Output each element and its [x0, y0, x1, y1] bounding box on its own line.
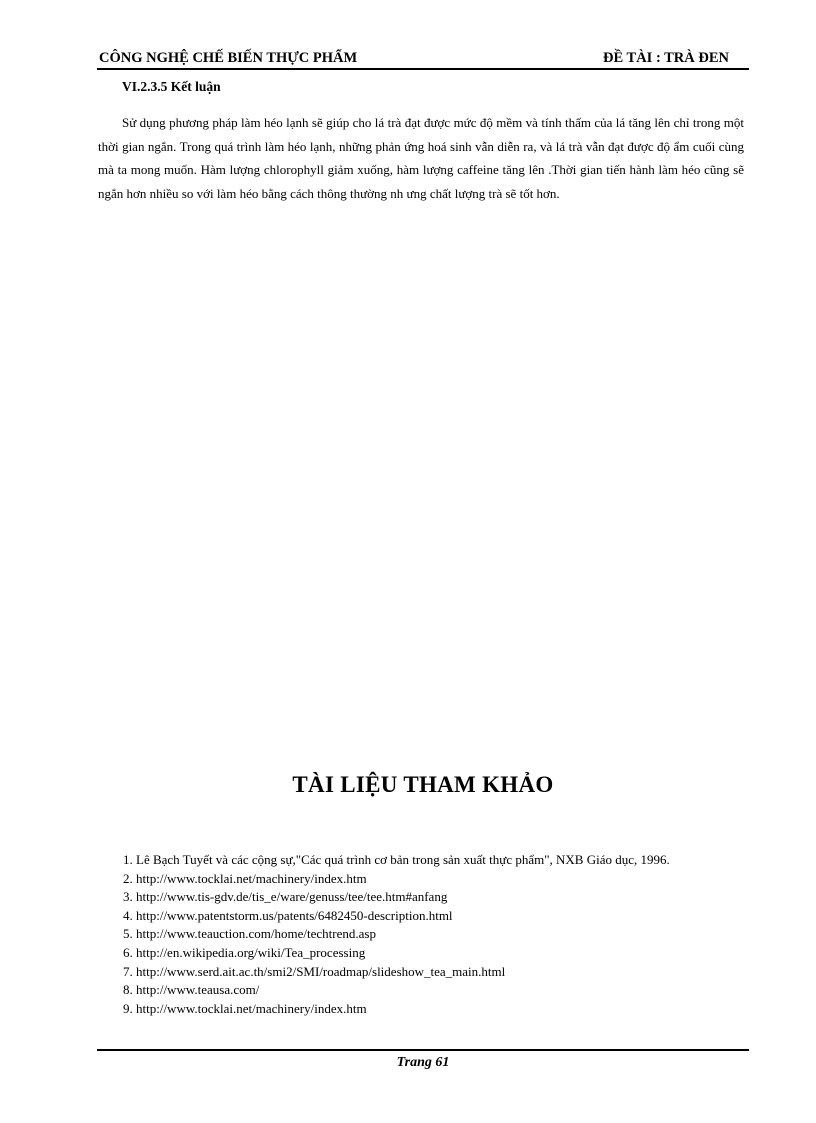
conclusion-paragraph: Sử dụng phương pháp làm héo lạnh sẽ giúp cho lá trà đạt được mức độ mềm và tính thấm của lá tăng lên chỉ trong một thời gian ngắn. Trong quá trình làm héo lạnh, những phản ứng hoá sinh vẫn diễn ra, và lá trà vẫn đạt được độ ẩm cuối cùng mà ta mong muốn. Hàm lượng chlorophyll giảm xuống, hàm lượng caffeine tăng lên .Thời gian tiến hành làm héo cũng sẽ ngắn hơn nhiều so với làm héo bằng cách thông thường nh ưng chất lượng trà sẽ tốt hơn. [98, 115, 744, 201]
header-course-title: CÔNG NGHỆ CHẾ BIẾN THỰC PHẨM [99, 50, 358, 66]
reference-item: 8. http://www.teausa.com/ [123, 982, 260, 998]
reference-item: 4. http://www.patentstorm.us/patents/6482450-description.html [123, 907, 453, 923]
reference-item: 7. http://www.serd.ait.ac.th/smi2/SMI/roadmap/slideshow_tea_main.html [123, 963, 506, 979]
page-header [99, 50, 749, 70]
reference-item: 2. http://www.tocklai.net/machinery/index.htm [123, 870, 367, 886]
references-title: TÀI LIỆU THAM KHẢO [292, 772, 554, 797]
reference-item: 1. Lê Bạch Tuyết và các cộng sự,"Các quá trình cơ bản trong sản xuất thực phẩm", NXB Giáo dục, 1996. [123, 852, 670, 867]
section-heading: VI.2.3.5 Kết luận [122, 79, 221, 94]
reference-item: 9. http://www.tocklai.net/machinery/index.htm [123, 1000, 367, 1016]
header-divider [97, 68, 749, 70]
page-number: Trang 61 [396, 1055, 450, 1070]
footer-divider [97, 1049, 749, 1051]
reference-item: 5. http://www.teauction.com/home/techtrend.asp [123, 926, 376, 942]
references-list [123, 851, 744, 1018]
header-topic-title: ĐỀ TÀI : TRÀ ĐEN [603, 50, 729, 66]
reference-item: 6. http://en.wikipedia.org/wiki/Tea_processing [123, 944, 366, 960]
reference-item: 3. http://www.tis-gdv.de/tis_e/ware/genuss/tee/tee.htm#anfang [123, 889, 448, 905]
